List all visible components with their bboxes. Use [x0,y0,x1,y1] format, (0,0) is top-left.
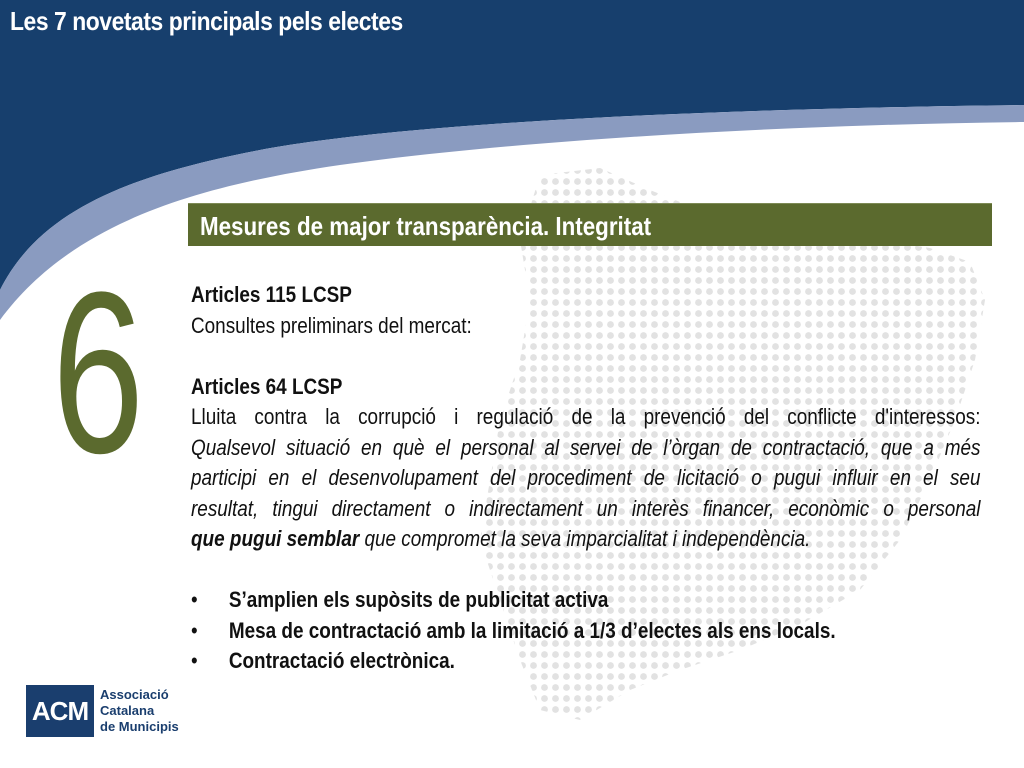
block1-heading: Articles 115 LCSP [191,282,352,307]
block2-line-5 [191,524,980,555]
logo-name: Associació Catalana de Municipis [100,687,179,734]
block2-emphasis: que pugui semblar [191,526,360,551]
list-item: • S’amplien els supòsits de publicitat activa [191,585,870,616]
block2-heading: Articles 64 LCSP [191,373,343,399]
block2-line-1: Lluita contra la corrupció i regulació de la prevenció del conflicte d'interessos: [191,404,981,429]
logo-abbreviation: ACM [26,685,94,737]
section-title: Mesures de major transparència. Integritat [200,211,652,241]
bullet-icon: • [191,648,198,673]
list-item: • Contractació electrònica. [191,646,870,677]
list-item: • Mesa de contractació amb la limitació a 1/3 d’electes als ens locals. [191,616,870,647]
slide-number: 6 [52,244,145,501]
bullet-icon: • [191,587,198,612]
bullet-icon: • [191,617,198,643]
block2-line-5-rest: que compromet la seva imparcialitat i independència. [359,526,811,551]
block1-text: Consultes preliminars del mercat: [191,312,472,338]
slide-content [191,280,981,677]
section-header-bar [188,203,992,246]
block2-line-3: participi en el desenvolupament del procediment de licitació o pugui influir en el seu [191,465,981,490]
slide-title: Les 7 novetats principals pels electes [10,6,403,36]
block2-line-4: resultat, tingui directament o indirectament un interès financer, econòmic o personal [191,495,981,521]
bullet-list [191,585,981,677]
block2-line-2: Qualsevol situació en què el personal al servei de l’òrgan de contractació, que a més [191,434,981,460]
acm-logo [26,685,196,741]
